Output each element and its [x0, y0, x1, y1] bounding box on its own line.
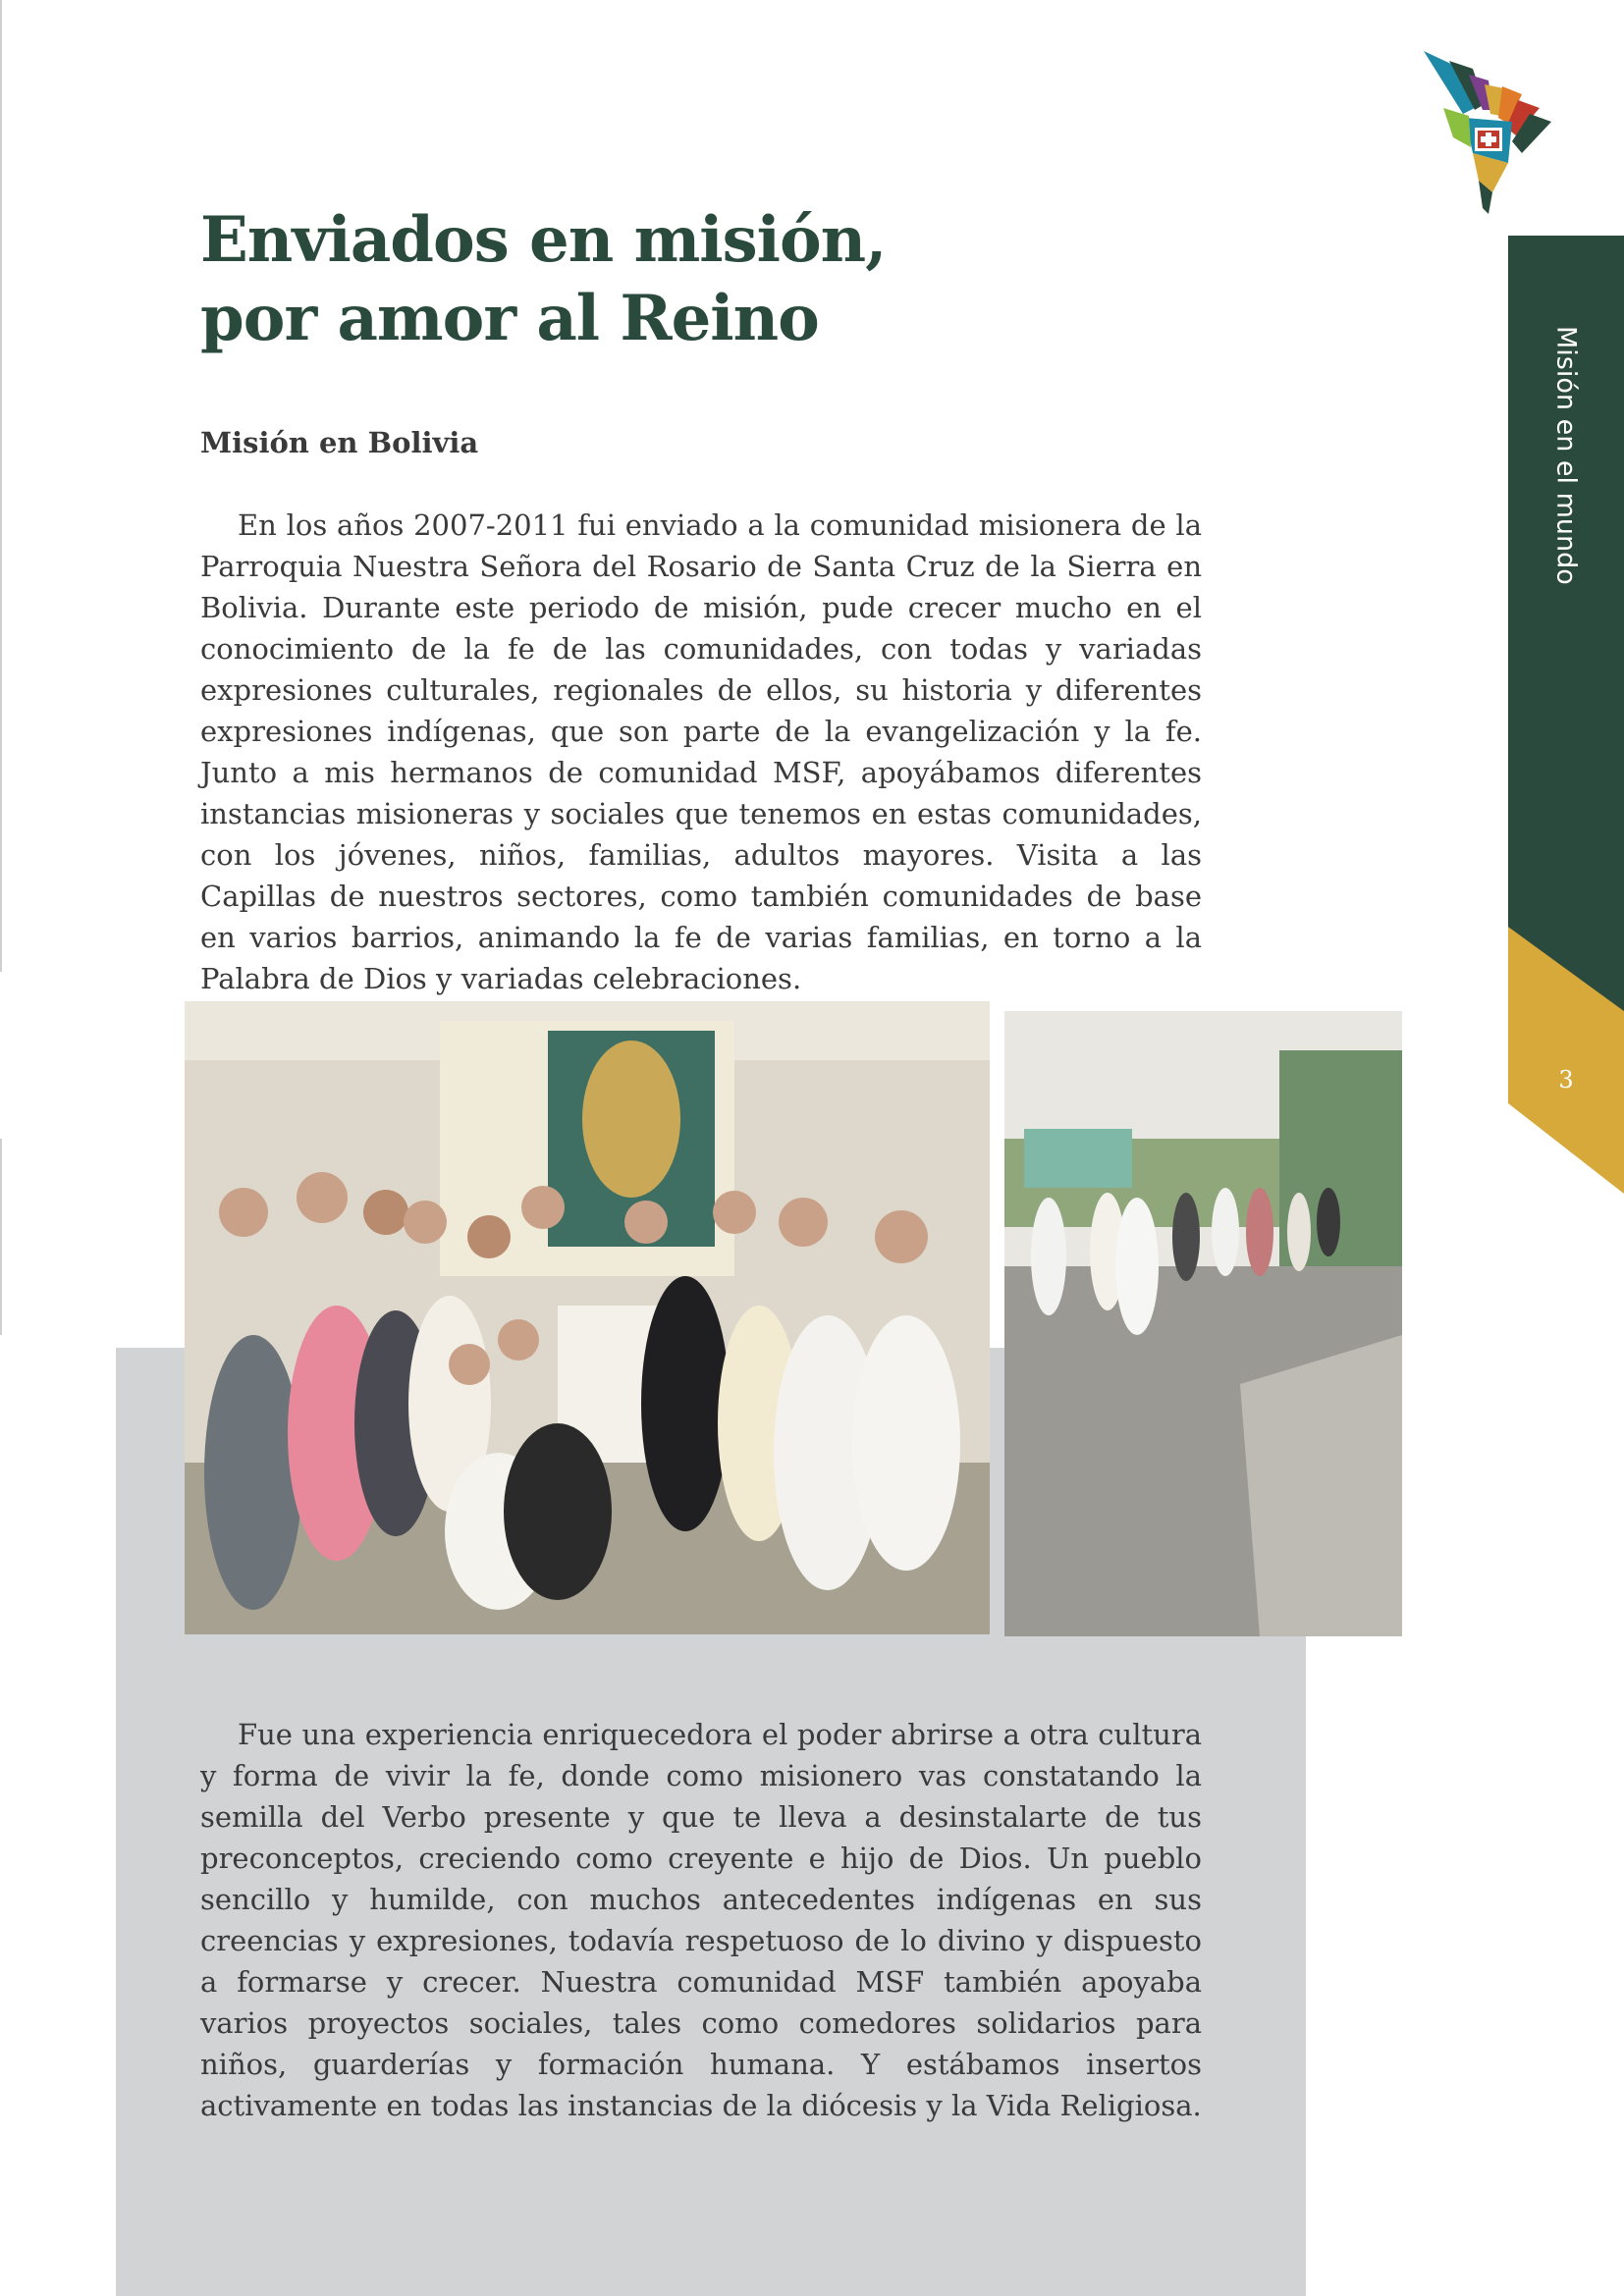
- page-title-line-2: por amor al Reino: [200, 282, 819, 355]
- sidebar-section-label-wrap: [1508, 236, 1624, 648]
- body-paragraph-2: Fue una experiencia enriquecedora el poder abrirse a otra cultura y forma de vivir la fe, donde como misionero vas constatando la semilla del Verbo presente y que te lleva a desinstalarte de tus preconceptos, creciendo como creyente e hijo de Dios. Un pueblo sencillo y humilde, con muchos antecedentes indígenas en sus creencias y expresiones, todavía respetuoso de lo divino y dispuesto a formarse y crecer. Nuestra comunidad MSF también apoyaba varios proyectos sociales, tales como comedores solidarios para niños, guarderías y formación humana. Y estábamos insertos activamente en todas las instancias de la diócesis y la Vida Religiosa.: [200, 1718, 1202, 2122]
- section-subtitle: Misión en Bolivia: [200, 426, 479, 459]
- procession-photo: [1004, 1011, 1402, 1636]
- sidebar-section-label: Misión en el mundo: [1550, 326, 1582, 585]
- group-photo: [185, 1001, 990, 1634]
- sidebar-gold-triangle: [1508, 927, 1624, 1194]
- margin-line-bottom: [0, 1139, 2, 1335]
- procession-photo-image: [1004, 1011, 1402, 1636]
- south-america-map-logo-icon: [1414, 45, 1561, 217]
- margin-line-top: [0, 0, 2, 972]
- group-photo-image: [185, 1001, 990, 1634]
- page-title-line-1: Enviados en misión,: [200, 203, 887, 277]
- page-title: [200, 201, 886, 358]
- page-number: 3: [1558, 1066, 1574, 1094]
- body-paragraph-1: En los años 2007-2011 fui enviado a la comunidad misionera de la Parroquia Nuestra Señora del Rosario de Santa Cruz de la Sierra en Bolivia. Durante este periodo de misión, pude crecer mucho en el conocimiento de la fe de las comunidades, con todas y variadas expresiones culturales, regionales de ellos, su historia y diferentes expresiones indígenas, que son parte de la evangelización y la fe. Junto a mis hermanos de comunidad MSF, apoyábamos diferentes instancias misioneras y sociales que tenemos en estas comunidades, con los jóvenes, niños, familias, adultos mayores. Visita a las Capillas de nuestros sectores, como también comunidades de base en varios barrios, animando la fe de varias familias, en torno a la Palabra de Dios y variadas celebraciones.: [200, 508, 1202, 995]
